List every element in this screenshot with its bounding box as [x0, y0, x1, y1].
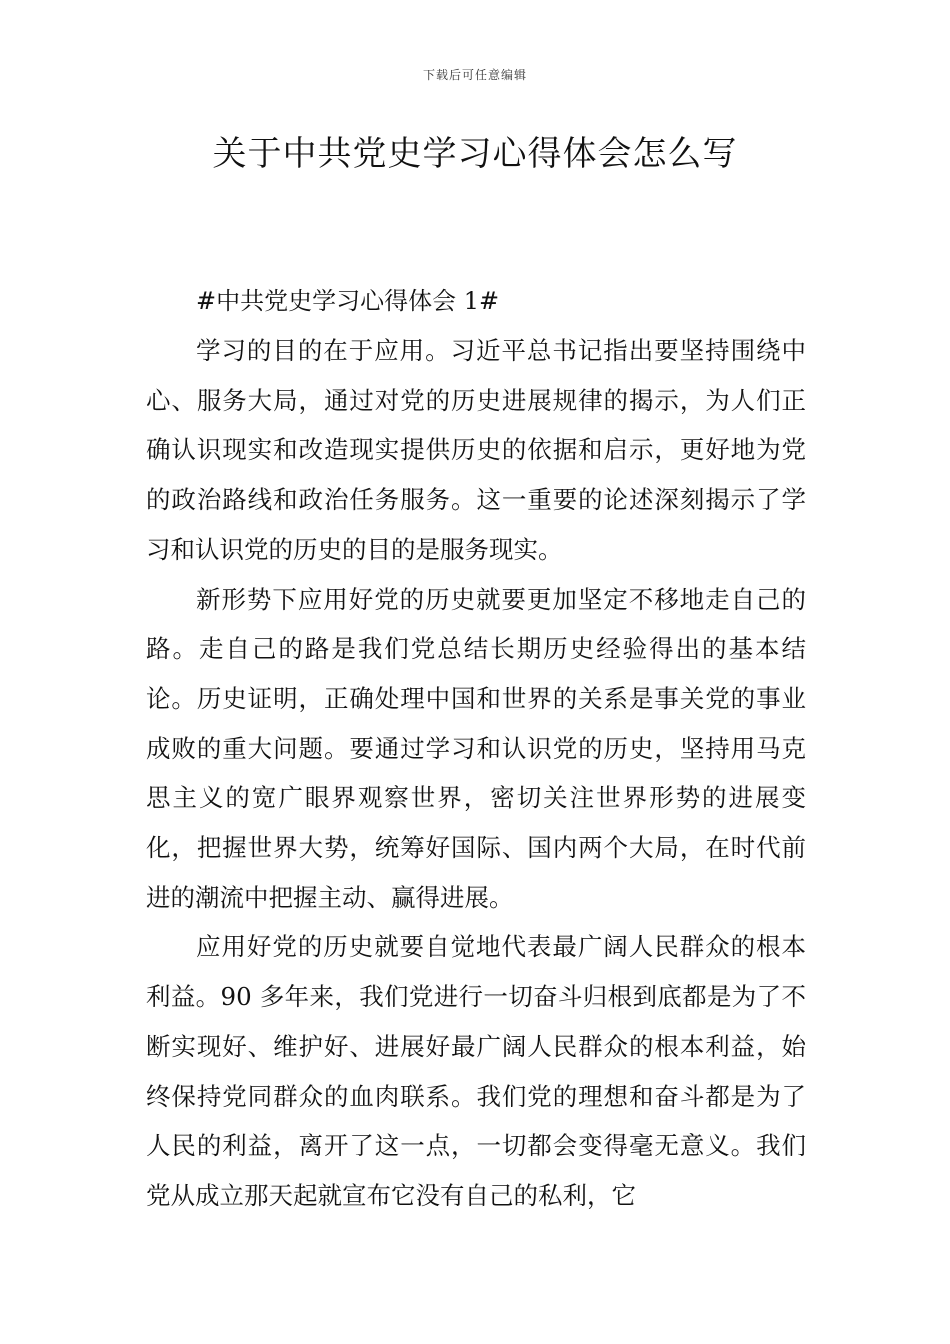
- header-note: 下载后可任意编辑: [422, 68, 527, 82]
- paragraph-3: 应用好党的历史就要自觉地代表最广阔人民群众的根本利益。90 多年来，我们党进行一切奋斗归根到底都是为了不断实现好、维护好、进展好最广阔人民群众的根本利益，始终保持党同群众的血肉联系。我们党的理想和奋斗都是为了人民的利益，离开了这一点，一切都会变得毫无意义。我们党从成立那天起就宣布它没有自己的私利，它: [146, 932, 806, 1210]
- section-tag: #中共党史学习心得体会 1#: [196, 287, 500, 315]
- document-body: [146, 276, 806, 1221]
- paragraph-2: 新形势下应用好党的历史就要更加坚定不移地走自己的路。走自己的路是我们党总结长期历史经验得出的基本结论。历史证明，正确处理中国和世界的关系是事关党的事业成败的重大问题。要通过学习和认识党的历史，坚持用马克思主义的宽广眼界观察世界，密切关注世界形势的进展变化，把握世界大势，统筹好国际、国内两个大局，在时代前进的潮流中把握主动、赢得进展。: [146, 584, 806, 912]
- document-title: 关于中共党史学习心得体会怎么写: [212, 134, 738, 174]
- paragraph-1: 学习的目的在于应用。习近平总书记指出要坚持围绕中心、服务大局，通过对党的历史进展规律的揭示，为人们正确认识现实和改造现实提供历史的依据和启示，更好地为党的政治路线和政治任务服务。这一重要的论述深刻揭示了学习和认识党的历史的目的是服务现实。: [146, 336, 806, 564]
